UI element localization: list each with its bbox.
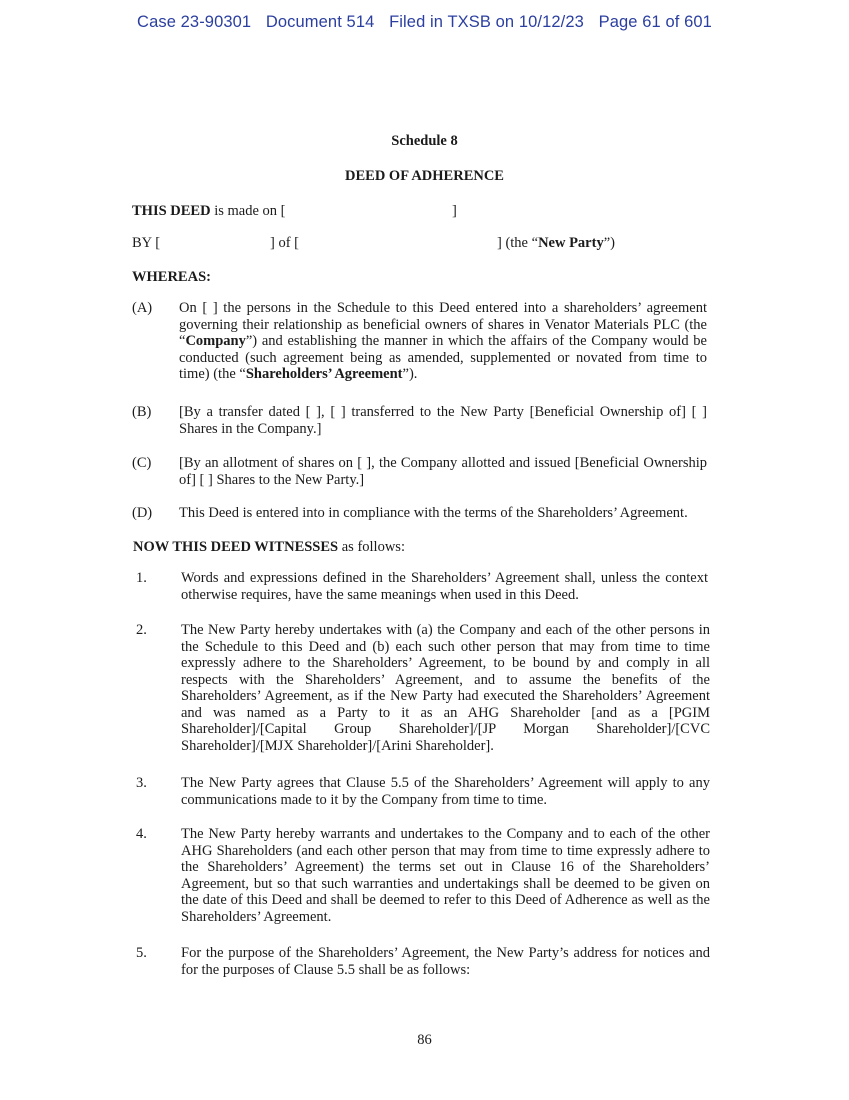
recital-a-text: On [ ] the persons in the Schedule to this Deed entered into a shareholders’ agreement governing their relationship as beneficial owners of shares in Venator Materials PLC (the “Company”) and establishing the manner in which the affairs of the Company would be conducted (such agreement being as amended, supplemented or novated from time to time) (the “Shareholders’ Agreement”). [179,300,707,382]
clause-number: 2. [136,622,147,638]
new-party-definition: ] (the “New Party”) [497,235,615,251]
deed-date-close: ] [452,203,457,219]
recital-label: (B) [132,404,152,420]
deed-date-line: THIS DEED is made on [ [132,203,286,219]
recital-c-text: [By an allotment of shares on [ ], the Company allotted and issued [Beneficial Ownership of] [ ] Shares to the New Party.] [179,455,707,488]
filing-header [0,14,849,31]
document-number: Document 514 [265,13,375,31]
clause-3-text: The New Party agrees that Clause 5.5 of the Shareholders’ Agreement will apply to any communications made to it by the Company from time to time. [181,775,710,808]
clause-number: 3. [136,775,147,791]
filed-info: Filed in TXSB on 10/12/23 [389,13,584,31]
recital-label: (D) [132,505,153,521]
clause-1-text: Words and expressions defined in the Shareholders’ Agreement shall, unless the context otherwise requires, have the same meanings when used in this Deed. [181,570,708,603]
by-line-open: BY [ [132,235,161,251]
deed-title: DEED OF ADHERENCE [345,168,504,184]
clause-number: 4. [136,826,147,842]
clause-number: 5. [136,945,147,961]
clause-number: 1. [136,570,147,586]
page-info: Page 61 of 601 [598,13,712,31]
clause-5-text: For the purpose of the Shareholders’ Agreement, the New Party’s address for notices and for the purposes of Clause 5.5 shall be as follows: [181,945,710,978]
recital-label: (C) [132,455,152,471]
page-number: 86 [417,1032,432,1048]
schedule-title: Schedule 8 [391,133,458,149]
recital-d-text: This Deed is entered into in compliance with the terms of the Shareholders’ Agreement. [179,505,688,521]
by-line-of: ] of [ [270,235,299,251]
case-number: Case 23-90301 [137,13,252,31]
clause-4-text: The New Party hereby warrants and undertakes to the Company and to each of the other AHG Shareholders (and each other person that may from time to time expressly adhere to the Shareholders’ Agreement) the terms set out in Clause 16 of the Shareholders’ Agreement, but so that such warranties and undertakings shall be deemed to be given on the date of this Deed and shall be deemed to refer to this Deed of Adherence as well as the Shareholders’ Agreement. [181,826,710,925]
recital-b-text: [By a transfer dated [ ], [ ] transferred to the New Party [Beneficial Ownership of] [ ] Shares in the Company.] [179,404,707,437]
witnesses-heading: NOW THIS DEED WITNESSES as follows: [133,539,405,555]
clause-2-text: The New Party hereby undertakes with (a) the Company and each of the other persons in the Schedule to this Deed and (b) each such other person that may from time to time expressly adhere to the Shareholders’ Agreement, to be bound by and comply in all respects with the Shareholders’ Agreement, and to assume the benefits of the Shareholders’ Agreement, as if the New Party had executed the Shareholders’ Agreement and was named as a Party to it as an AHG Shareholder [and as a [PGIM Shareholder]/[Capital Group Shareholder]/[JP Morgan Shareholder]/[CVC Shareholder]/[MJX Shareholder]/[Arini Shareholder]. [181,622,710,754]
recital-label: (A) [132,300,153,316]
whereas-heading: WHEREAS: [132,269,211,285]
